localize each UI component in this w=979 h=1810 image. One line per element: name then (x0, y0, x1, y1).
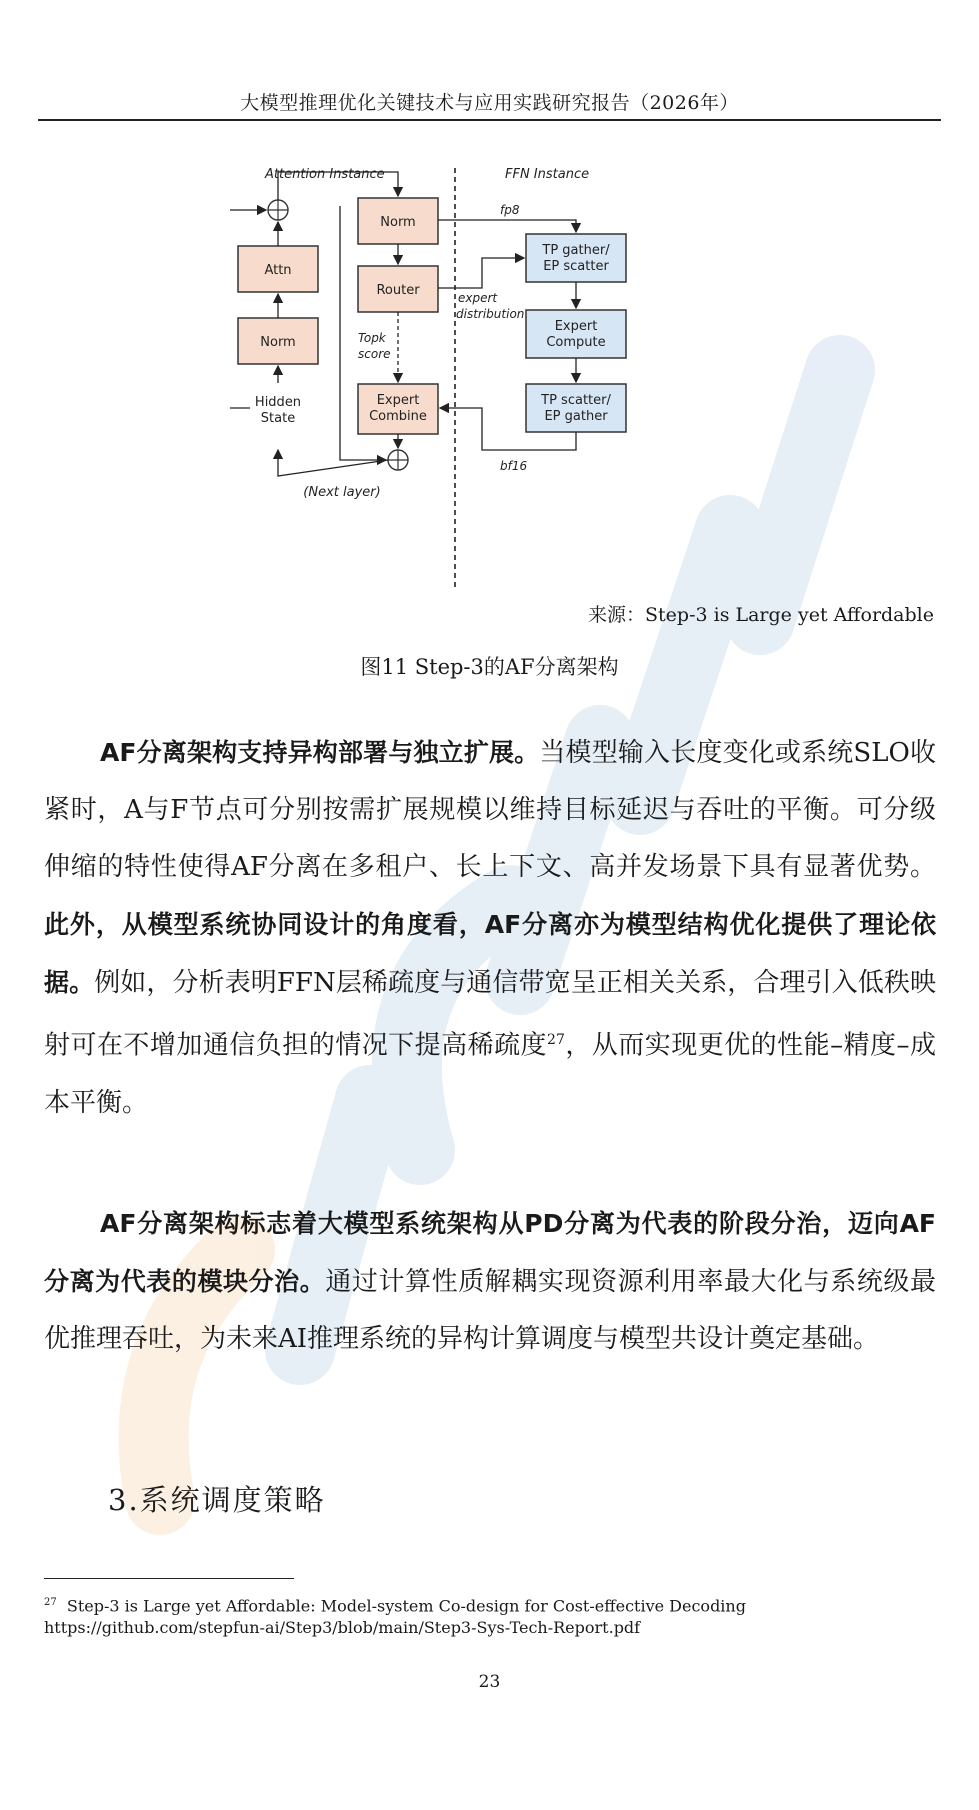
tp-gather-box (526, 234, 626, 282)
tp-scatter-label-2: EP gather (544, 409, 608, 424)
footnote-rule (44, 1578, 294, 1579)
footnote (44, 1592, 924, 1639)
architecture-figure (230, 158, 710, 598)
footnote-url[interactable]: https://github.com/stepfun-ai/Step3/blob/main/Step3-Sys-Tech-Report.pdf (44, 1618, 641, 1638)
figure-caption: 图11 Step-3的AF分离架构 (360, 655, 619, 679)
attn-label: Attn (264, 263, 292, 278)
fp8-label: fp8 (500, 203, 520, 217)
ffn-instance-label: FFN Instance (505, 167, 590, 182)
tp-scatter-box (526, 384, 626, 432)
p1-bold-1: AF分离架构支持异构部署与独立扩展。 (100, 738, 540, 767)
p1-text-1: 当模型输入长度变化或系统SLO收紧时，A与F节点可分别按需扩展规模以维持目标延迟与吞吐的平衡。可分级伸缩的特性使得AF分离在多租户、长上下文、高并发场景下具有显著优势。 (44, 738, 936, 882)
bf16-label: bf16 (500, 459, 528, 473)
norm-right-label: Norm (380, 215, 416, 230)
p1-bold-2: 此外，从模型系统协同设计的角度看，AF分离亦为模型结构优化提供了理论依据。 (44, 910, 936, 997)
figure-source: 来源：Step-3 is Large yet Affordable (588, 604, 934, 626)
p2-text-1: 通过计算性质解耦实现资源利用率最大化与系统级最优推理吞吐，为未来AI推理系统的异构计算调度与模型共设计奠定基础。 (44, 1267, 936, 1354)
expert-distribution-label-2: distribution (456, 307, 525, 321)
topk-label-1: Topk (358, 331, 386, 345)
p2-bold-1: AF分离架构标志着大模型系统架构从PD分离为代表的阶段分治，迈向AF分离为代表的模块分治。 (44, 1209, 936, 1296)
footnote-number: 27 (44, 1597, 57, 1608)
header-rule (38, 119, 941, 121)
footnote-title: Step-3 is Large yet Affordable: Model-system Co-design for Cost-effective Decoding (66, 1596, 746, 1616)
attention-instance-label: Attention Instance (265, 167, 385, 182)
hidden-state-label-2: State (260, 411, 296, 426)
norm-left-label: Norm (260, 335, 296, 350)
paragraph-1 (44, 724, 936, 1132)
tp-gather-label-1: TP gather/ (542, 243, 610, 258)
page-number: 23 (478, 1672, 501, 1692)
topk-label-2: score (358, 347, 391, 361)
section-heading: 3.系统调度策略 (108, 1483, 326, 1517)
expert-combine-label-2: Combine (369, 409, 427, 424)
running-header: 大模型推理优化关键技术与应用实践研究报告（2026年） (240, 92, 739, 114)
tp-scatter-label-1: TP scatter/ (541, 393, 611, 408)
expert-compute-label-2: Compute (546, 335, 606, 350)
next-layer-label: (Next layer) (303, 485, 381, 500)
router-label: Router (376, 283, 420, 298)
architecture-diagram (230, 158, 710, 598)
p1-text-2: 例如，分析表明FFN层稀疏度与通信带宽呈正相关关系，合理引入低秩映射可在不增加通信负担的情况下提高稀疏度 (44, 968, 936, 1061)
footnote-ref[interactable]: 27 (547, 1032, 565, 1048)
expert-compute-box (526, 310, 626, 358)
paragraph-2 (44, 1195, 936, 1368)
p1-text-3: ，从而实现更优的性能–精度–成本平衡。 (44, 1030, 936, 1118)
hidden-state-label-1: Hidden (254, 395, 302, 410)
expert-compute-label-1: Expert (554, 319, 598, 334)
tp-gather-label-2: EP scatter (543, 259, 609, 274)
expert-distribution-label-1: expert (458, 291, 498, 305)
expert-combine-label-1: Expert (376, 393, 420, 408)
